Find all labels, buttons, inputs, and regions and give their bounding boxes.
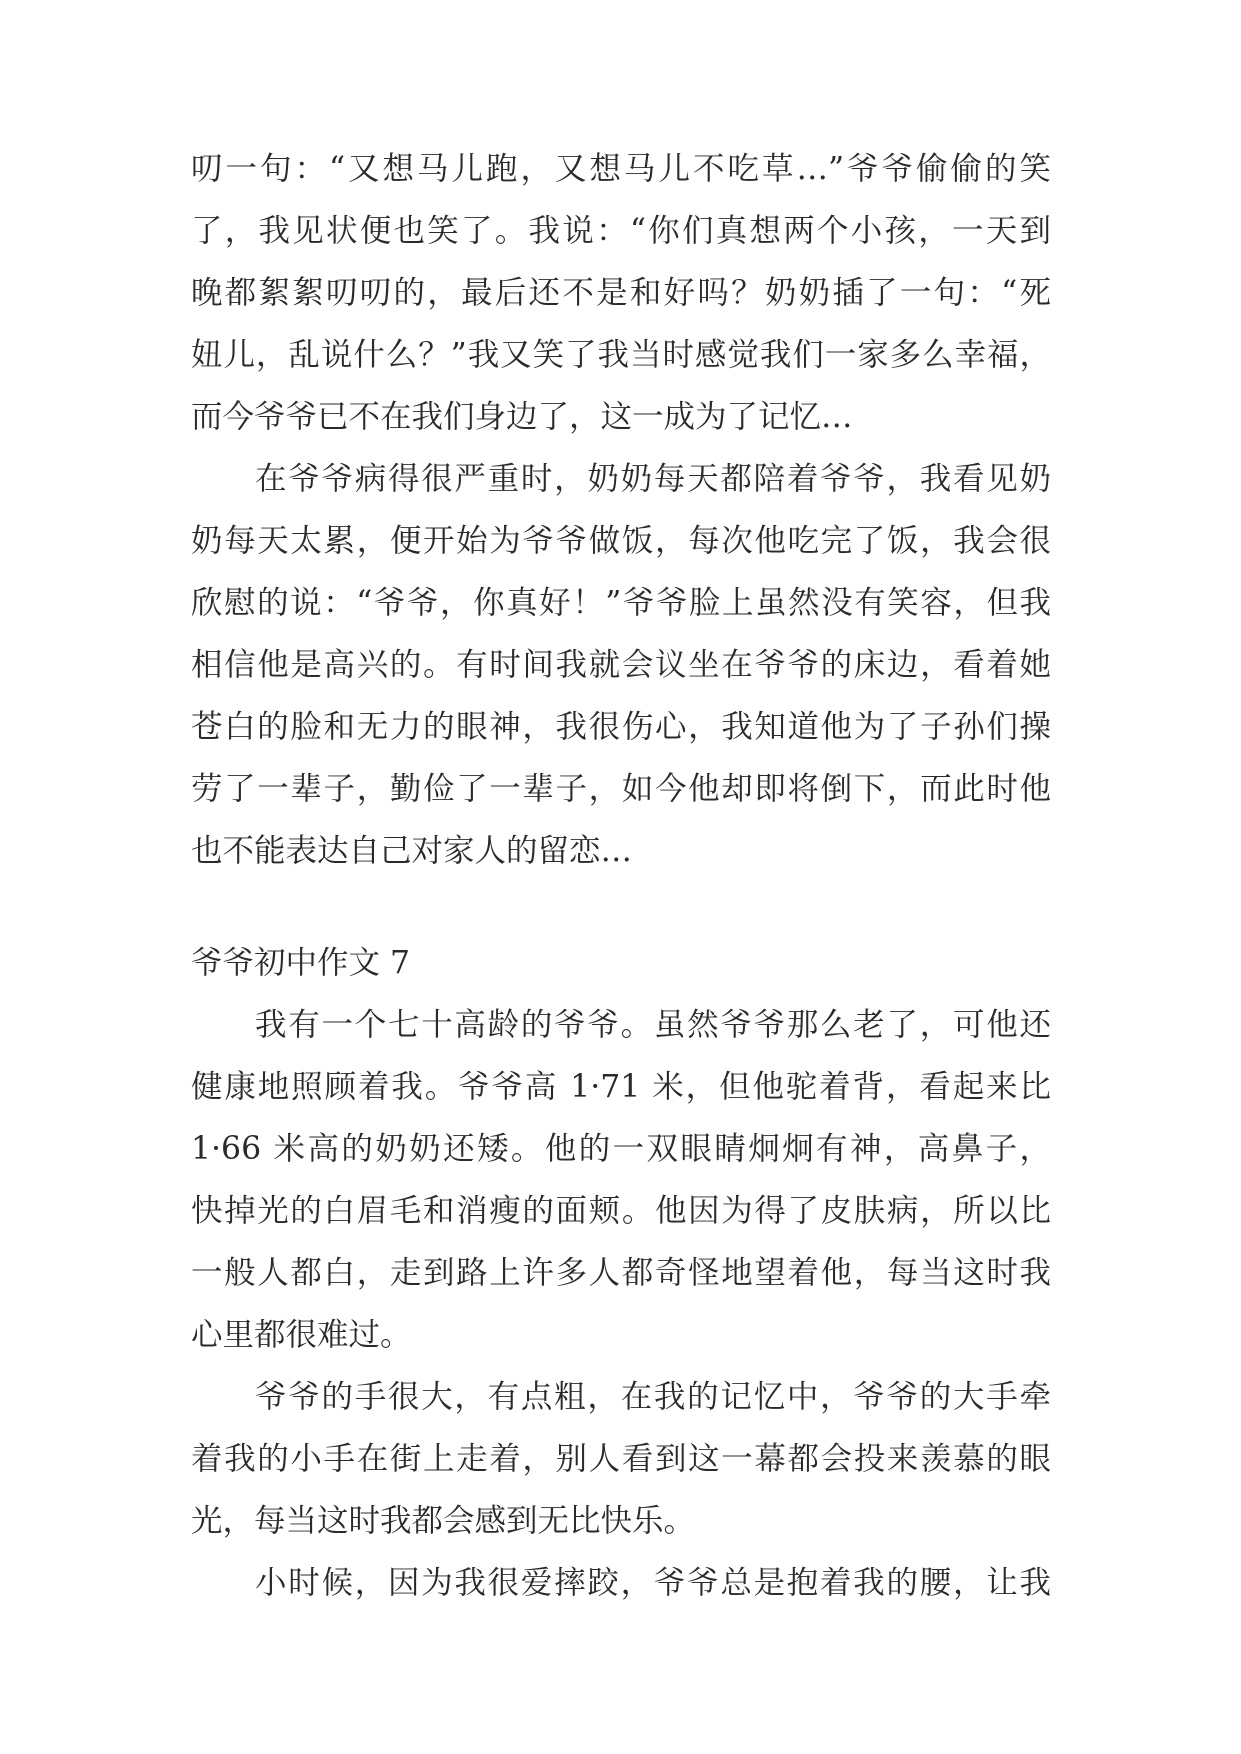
para2-line-2: 奶每天太累，便开始为爷爷做饭，每次他吃完了饭，我会很 [191, 523, 1051, 559]
para1-line-4: 妞儿，乱说什么？”我又笑了我当时感觉我们一家多么幸福， [191, 337, 1051, 373]
section-title: 爷爷初中作文 7 [191, 945, 411, 981]
para3-line-6: 心里都很难过。 [191, 1317, 412, 1353]
para4-line-2: 着我的小手在街上走着，别人看到这一幕都会投来羡慕的眼 [191, 1441, 1051, 1477]
para4-line-1: 爷爷的手很大，有点粗，在我的记忆中，爷爷的大手牵 [255, 1379, 1051, 1415]
para2-line-1: 在爷爷病得很严重时，奶奶每天都陪着爷爷，我看见奶 [255, 461, 1051, 497]
para1-line-1: 叨一句：“又想马儿跑，又想马儿不吃草…”爷爷偷偷的笑 [191, 151, 1051, 187]
para1-line-3: 晚都絮絮叨叨的，最后还不是和好吗？奶奶插了一句：“死 [191, 275, 1051, 311]
para1-line-2: 了，我见状便也笑了。我说：“你们真想两个小孩，一天到 [191, 213, 1051, 249]
para2-line-7: 也不能表达自己对家人的留恋… [191, 833, 633, 869]
para2-line-5: 苍白的脸和无力的眼神，我很伤心，我知道他为了子孙们操 [191, 709, 1051, 745]
para3-line-3: 1·66 米高的奶奶还矮。他的一双眼睛炯炯有神，高鼻子， [191, 1131, 1051, 1167]
para1-line-5: 而今爷爷已不在我们身边了，这一成为了记忆… [191, 399, 853, 435]
para4-line-3: 光，每当这时我都会感到无比快乐。 [191, 1503, 696, 1539]
para2-line-4: 相信他是高兴的。有时间我就会议坐在爷爷的床边，看着她 [191, 647, 1051, 683]
para2-line-6: 劳了一辈子，勤俭了一辈子，如今他却即将倒下，而此时他 [191, 771, 1051, 807]
para2-line-3: 欣慰的说：“爷爷，你真好！”爷爷脸上虽然没有笑容，但我 [191, 585, 1051, 621]
para3-line-4: 快掉光的白眉毛和消瘦的面颊。他因为得了皮肤病，所以比 [191, 1193, 1051, 1229]
para5-line-1: 小时候，因为我很爱摔跤，爷爷总是抱着我的腰，让我 [255, 1565, 1051, 1601]
para3-line-2: 健康地照顾着我。爷爷高 1·71 米，但他驼着背，看起来比 [191, 1069, 1051, 1105]
para3-line-1: 我有一个七十高龄的爷爷。虽然爷爷那么老了，可他还 [255, 1007, 1051, 1043]
para3-line-5: 一般人都白，走到路上许多人都奇怪地望着他，每当这时我 [191, 1255, 1051, 1291]
